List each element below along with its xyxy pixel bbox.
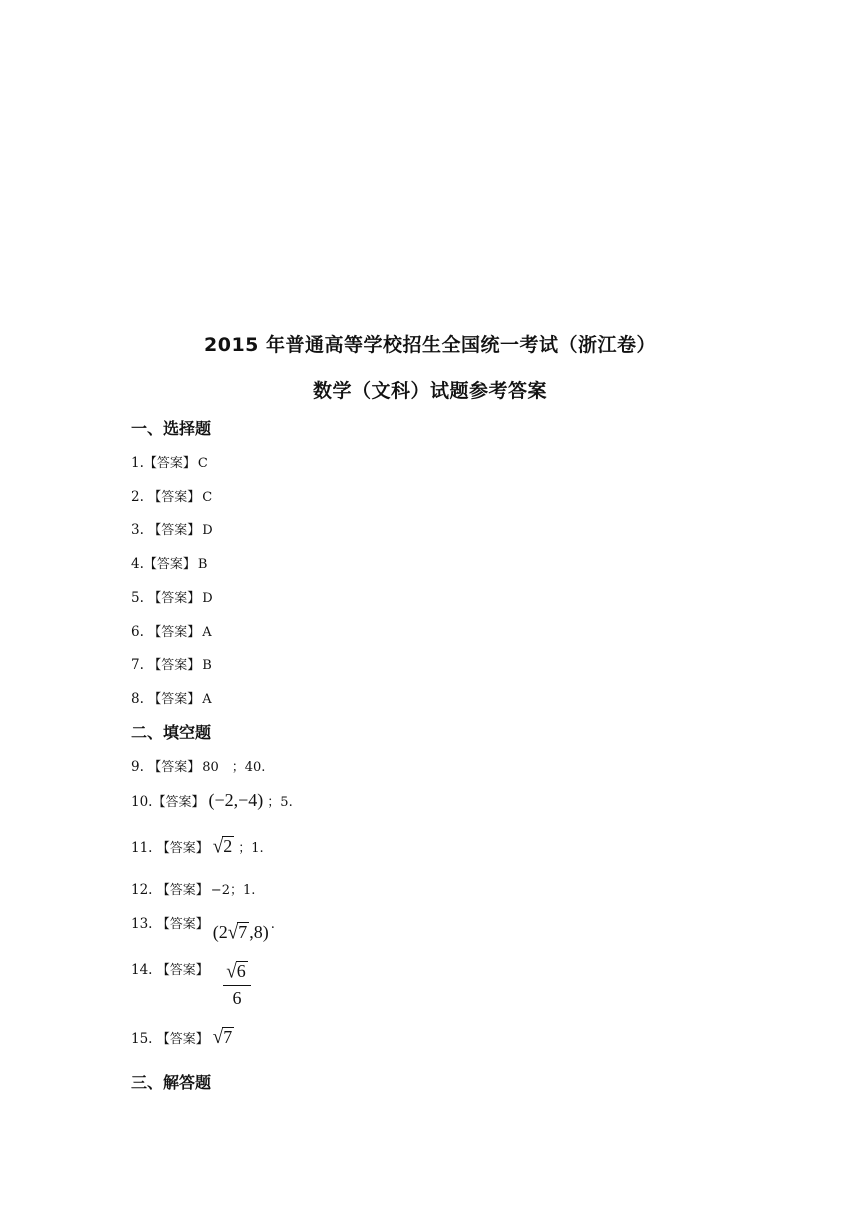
answer-value: . [270,917,275,932]
answer-value: C [202,490,213,505]
answer-row-q8 [131,688,212,707]
fraction-denominator: 6 [232,988,242,1008]
fraction-answer-q14 [223,961,251,1009]
answer-tag: 【答案】 [148,591,201,606]
question-number: 8. [131,691,144,707]
answer-value: A [202,692,212,707]
answer-tag: 【答案】 [148,692,201,707]
answer-value: B [202,658,212,673]
section-heading-multiple-choice: 一、选择题 [131,419,212,438]
answer-row-q11 [131,836,264,858]
question-number: 2. [131,489,144,505]
square-root-expression [213,1027,234,1049]
point-close: ,8) [249,922,269,942]
answer-row-q14 [131,959,209,978]
answer-math-point: (−2,−4) [208,790,264,810]
answer-tag: 【答案】 [143,557,196,572]
square-root-expression [228,922,249,944]
radical-sign-icon: √ [226,960,237,983]
answer-value: A [202,625,212,640]
fraction-numerator [223,961,251,986]
answer-tag: 【答案】 [143,456,196,471]
answer-row-q15 [131,1027,234,1049]
answer-value: D [202,591,213,606]
answer-tag: 【答案】 [156,917,209,932]
answer-value: B [197,557,208,572]
radicand: 2 [223,836,233,856]
answer-tag: 【答案】 [156,963,209,978]
answer-tag: 【答案】 [156,841,209,856]
radical-sign-icon: √ [227,921,239,944]
square-root-expression [213,836,234,858]
question-number: 6. [131,624,144,640]
question-number: 15. [131,1031,153,1047]
question-number: 3. [131,522,144,538]
answer-row-q3 [131,519,213,538]
answer-tag: 【答案】 [148,523,201,538]
answer-row-q1 [131,452,208,471]
document-subtitle: 数学（文科）试题参考答案 [312,380,547,402]
answer-value: C [197,456,208,471]
point-open: (2 [212,922,228,942]
question-number: 12. [131,882,153,898]
answer-tag: 【答案】 [156,1032,209,1047]
answer-math-point [213,922,269,944]
answer-tag: 【答案】 [148,490,201,505]
answer-value: D [202,523,213,538]
answer-row-q13 [131,912,275,944]
answer-row-q5 [131,587,213,606]
square-root-expression [226,961,247,983]
question-number: 9. [131,759,144,775]
answer-value: ；1. [238,841,264,856]
answer-row-q10 [131,790,293,811]
answer-tag: 【答案】 [148,760,201,775]
answer-value: −2；1. [210,883,256,898]
question-number: 4. [131,556,144,572]
question-number: 7. [131,657,144,673]
radicand: 6 [236,961,246,981]
answer-row-q6 [131,621,212,640]
section-heading-fill-in: 二、填空题 [131,723,212,742]
answer-row-q2 [131,486,212,505]
radicand: 7 [223,1027,233,1047]
question-number: 13. [131,916,153,932]
answer-row-q12 [131,879,255,898]
radicand: 7 [238,922,248,942]
answer-tag: 【答案】 [148,625,201,640]
answer-tag: 【答案】 [152,795,205,810]
question-number: 11. [131,840,153,856]
radical-sign-icon: √ [212,1026,224,1049]
answer-value: ；5. [267,795,293,810]
answer-row-q4 [131,553,207,572]
radical-sign-icon: √ [212,835,224,858]
answer-row-q9 [131,756,265,775]
document-title: 2015 年普通高等学校招生全国统一考试（浙江卷） [204,334,656,356]
answer-tag: 【答案】 [148,658,201,673]
section-heading-solutions: 三、解答题 [131,1073,212,1092]
question-number: 10. [131,794,153,810]
question-number: 14. [131,962,153,978]
question-number: 1. [131,455,144,471]
answer-row-q7 [131,654,212,673]
answer-tag: 【答案】 [156,883,209,898]
question-number: 5. [131,590,144,606]
answer-value: 80 ；40. [202,760,266,775]
